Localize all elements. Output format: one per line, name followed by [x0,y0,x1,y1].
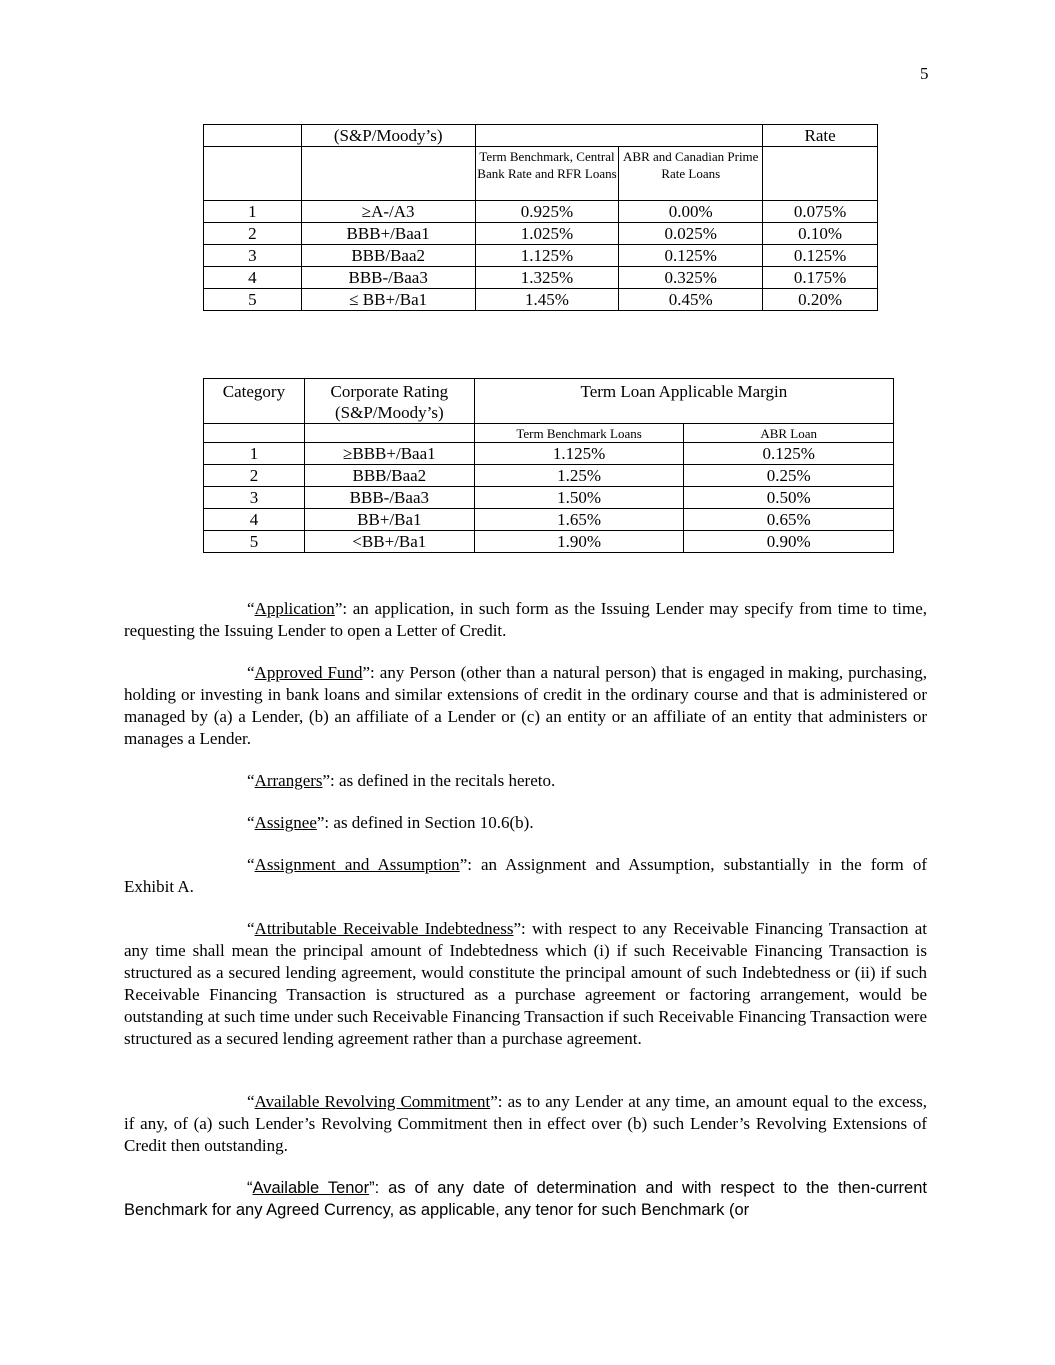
table-cell: ≤ BB+/Ba1 [301,289,475,311]
table-cell: 0.025% [619,223,763,245]
table-row [204,443,894,465]
table-cell: 1.45% [475,289,619,311]
definition-paragraph: “Arrangers”: as defined in the recitals hereto. [247,771,556,790]
definition-text: ”: an application, in such form as the Issuing Lender may specify from time to time, requesting the Issuing Lender to open a Letter of Credit. [124,599,927,640]
table-cell: 1.125% [474,443,684,465]
definition-paragraph: “Application”: an application, in such form as the Issuing Lender may specify from time to time, requesting the Issuing Lender to open a Letter of Credit. [124,599,927,640]
table-subheader-row [204,147,878,201]
table-header-row [204,379,894,424]
table-cell: ≥BBB+/Baa1 [304,443,474,465]
definition-text: ”: as to any Lender at any time, an amount equal to the excess, if any, of (a) such Lender’s Revolving Commitment then in effect over (b) such Lender’s Revolving Extensions of Credit then outstanding. [124,1092,928,1155]
table-cell: 0.65% [684,509,894,531]
applicable-margin-table-revolving [203,124,878,311]
table-cell: 5 [204,289,302,311]
table-cell: 0.90% [684,531,894,553]
table-cell: 0.925% [475,201,619,223]
definition-paragraph: “Assignment and Assumption”: an Assignment and Assumption, substantially in the form of Exhibit A. [124,855,927,896]
definition-paragraph: “Attributable Receivable Indebtedness”: with respect to any Receivable Financing Transaction at any time shall mean the principal amount of Indebtedness which (i) if such Receivable Financing Transaction is structured as a secured lending agreement, would constitute the principal amount of such Indebtedness or (ii) if such Receivable Financing Transaction is structured as a purchase agreement or factoring arrangement, would be outstanding at such time under such Receivable Financing Transaction if such Receivable Financing Transaction were structured as a secured lending agreement rather than a purchase agreement. [124,919,927,1048]
table-cell: ≥A-/A3 [301,201,475,223]
table-row [204,201,878,223]
table-row [204,531,894,553]
table-cell: 1 [204,201,302,223]
table-cell: 1.90% [474,531,684,553]
table-subheader-row [204,424,894,443]
definition-text: ”: as defined in Section 10.6(b). [316,813,534,832]
table-cell: 0.00% [619,201,763,223]
table-cell: BB+/Ba1 [304,509,474,531]
table-cell: 0.125% [763,245,878,267]
table-cell: BBB+/Baa1 [301,223,475,245]
table-cell [475,125,763,147]
defined-term: Application [254,599,335,618]
table-row [204,465,894,487]
table-cell: BBB/Baa2 [304,465,474,487]
table-cell: 0.10% [763,223,878,245]
table-cell: 0.075% [763,201,878,223]
table-cell: 0.175% [763,267,878,289]
table-cell: BBB-/Baa3 [301,267,475,289]
defined-term: Attributable Receivable Indebtedness [254,919,514,938]
table-cell: 0.125% [684,443,894,465]
definition-text: ”: any Person (other than a natural person) that is engaged in making, purchasing, holding or investing in bank loans and similar extensions of credit in the ordinary course and that is administered or managed by (a) a Lender, (b) an affiliate of a Lender or (c) an entity or an affiliate of an entity that administers or manages a Lender. [124,663,927,748]
table-cell: 0.25% [684,465,894,487]
table-cell: Term Loan Applicable Margin [474,379,893,424]
table-row [204,245,878,267]
definition-text: ”: an Assignment and Assumption, substantially in the form of Exhibit A. [124,855,927,896]
table-cell: 1.025% [475,223,619,245]
table-cell: 0.125% [619,245,763,267]
table-cell: 1.50% [474,487,684,509]
table-cell: 1.25% [474,465,684,487]
table-cell: 0.45% [619,289,763,311]
table-cell: Corporate Rating (S&P/Moody’s) [304,379,474,424]
table-header-row [204,125,878,147]
table-cell: 2 [204,465,305,487]
table-row [204,509,894,531]
table-cell: Rate [763,125,878,147]
table-cell: 1.325% [475,267,619,289]
definition-paragraph: “Approved Fund”: any Person (other than a natural person) that is engaged in making, purchasing, holding or investing in bank loans and similar extensions of credit in the ordinary course and that is administered or managed by (a) a Lender, (b) an affiliate of a Lender or (c) an entity or an affiliate of an entity that administers or manages a Lender. [124,663,927,748]
defined-term: Approved Fund [254,663,363,682]
table-cell: 0.50% [684,487,894,509]
table-cell: 1.125% [475,245,619,267]
table-cell: Term Benchmark, Central Bank Rate and RFR Loans [475,147,619,201]
table-cell: Term Benchmark Loans [474,424,684,443]
table-cell: ABR and Canadian Prime Rate Loans [619,147,763,201]
definition-text: ”: with respect to any Receivable Financing Transaction at any time shall mean the principal amount of Indebtedness which (i) if such Receivable Financing Transaction is structured as a secured lending agreement, would constitute the principal amount of such Indebtedness or (ii) if such Receivable Financing Transaction is structured as a purchase agreement or factoring arrangement, would be outstanding at such time under such Receivable Financing Transaction if such Receivable Financing Transaction were structured as a secured lending agreement rather than a purchase agreement. [124,919,927,1048]
definition-paragraph: “Available Revolving Commitment”: as to any Lender at any time, an amount equal to the excess, if any, of (a) such Lender’s Revolving Commitment then in effect over (b) such Lender’s Revolving Extensions of Credit then outstanding. [124,1092,928,1155]
table-cell: 0.325% [619,267,763,289]
term-loan-margin-table [203,378,894,553]
defined-term: Available Revolving Commitment [254,1092,491,1111]
table-cell: 1.65% [474,509,684,531]
table-cell: 3 [204,245,302,267]
table-cell: 3 [204,487,305,509]
definition-text: ”: as of any date of determination and with respect to the then-current Benchmark for any Agreed Currency, as applicable, any tenor for such Benchmark (or [124,1179,927,1219]
table-row [204,267,878,289]
table-cell: BBB-/Baa3 [304,487,474,509]
table-cell: Category [204,379,305,424]
table-cell: 4 [204,267,302,289]
table-cell: <BB+/Ba1 [304,531,474,553]
table-cell: 2 [204,223,302,245]
definition-paragraph: “Available Tenor”: as of any date of determination and with respect to the then-current Benchmark for any Agreed Currency, as applicable, any tenor for such Benchmark (or [124,1179,927,1219]
table-cell: 0.20% [763,289,878,311]
table-cell: (S&P/Moody’s) [301,125,475,147]
table-cell [204,125,302,147]
table-cell: ABR Loan [684,424,894,443]
defined-term: Arrangers [254,771,323,790]
table-cell: 1 [204,443,305,465]
table-row [204,223,878,245]
defined-term: Available Tenor [252,1179,370,1197]
definition-paragraph: “Assignee”: as defined in Section 10.6(b). [247,813,534,832]
defined-term: Assignment and Assumption [254,855,460,874]
table-cell: 4 [204,509,305,531]
defined-term: Assignee [254,813,317,832]
table-cell: BBB/Baa2 [301,245,475,267]
page-number: 5 [920,64,929,83]
definition-text: ”: as defined in the recitals hereto. [322,771,556,790]
table-cell: 5 [204,531,305,553]
table-row [204,487,894,509]
table-row [204,289,878,311]
